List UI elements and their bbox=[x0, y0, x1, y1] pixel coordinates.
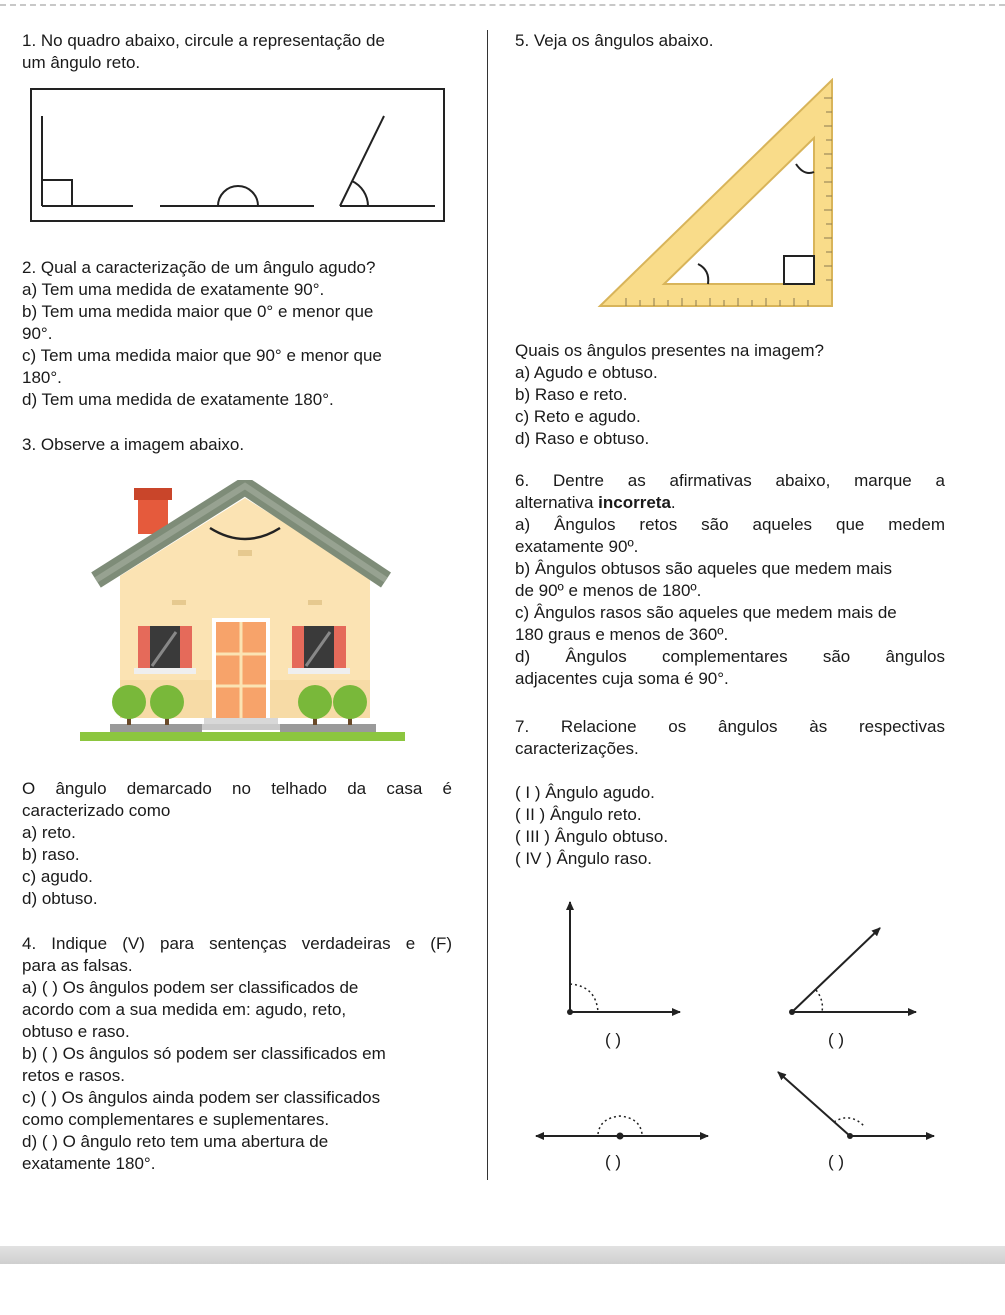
q4-item-a[interactable]: a) ( ) Os ângulos podem ser classificados de bbox=[22, 978, 359, 997]
q3-option-b[interactable]: b) raso. bbox=[22, 845, 80, 864]
q7-answer-blank-4[interactable]: ( ) bbox=[828, 1152, 845, 1171]
q7-figure-straight-angle bbox=[536, 1116, 708, 1140]
column-divider bbox=[487, 30, 488, 1180]
q6-title-line2 bbox=[515, 492, 945, 514]
q4-item-b-cont: retos e rasos. bbox=[22, 1066, 125, 1085]
q3-stem-line1: O ângulo demarcado no telhado da casa é bbox=[22, 779, 452, 798]
q4-item-a-cont2: obtuso e raso. bbox=[22, 1022, 130, 1041]
q6-option-d[interactable]: d) Ângulos complementares são ângulos bbox=[515, 647, 945, 666]
q6-title-bold: incorreta bbox=[598, 493, 671, 512]
q2-option-a[interactable]: a) Tem uma medida de exatamente 90°. bbox=[22, 280, 325, 299]
q3-option-a[interactable]: a) reto. bbox=[22, 823, 76, 842]
q6-option-b[interactable]: b) Ângulos obtusos são aqueles que medem mais bbox=[515, 559, 893, 578]
q5-option-a[interactable]: a) Agudo e obtuso. bbox=[515, 363, 658, 382]
q4-block bbox=[22, 933, 452, 1175]
q7-answer-blank-2[interactable]: ( ) bbox=[828, 1030, 845, 1049]
q1-line1: 1. No quadro abaixo, circule a representação de bbox=[22, 31, 385, 50]
q2-option-c-cont: 180°. bbox=[22, 368, 62, 387]
q5-option-b[interactable]: b) Raso e reto. bbox=[515, 385, 628, 404]
q7-figure-acute-angle bbox=[789, 928, 916, 1015]
q7-legend-iv: ( IV ) Ângulo raso. bbox=[515, 849, 653, 868]
q6-block bbox=[515, 470, 945, 690]
q5-question: Quais os ângulos presentes na imagem? bbox=[515, 341, 825, 360]
q6-title-post: . bbox=[670, 493, 676, 512]
q1-text bbox=[22, 30, 452, 74]
q3-option-c[interactable]: c) agudo. bbox=[22, 867, 93, 886]
q2-option-c[interactable]: c) Tem uma medida maior que 90° e menor que bbox=[22, 346, 382, 365]
q4-item-d-cont: exatamente 180°. bbox=[22, 1154, 156, 1173]
q7-answer-blank-3[interactable]: ( ) bbox=[605, 1152, 622, 1171]
q1-angle-box bbox=[30, 88, 446, 224]
q4-title-line2: para as falsas. bbox=[22, 956, 133, 975]
q4-title-line1: 4. Indique (V) para sentenças verdadeiras e (F) bbox=[22, 934, 452, 953]
q7-figure-obtuse-angle bbox=[778, 1072, 934, 1139]
q1-line2: um ângulo reto. bbox=[22, 53, 141, 72]
q4-item-a-cont: acordo com a sua medida em: agudo, reto, bbox=[22, 1000, 347, 1019]
q7-legend-ii: ( II ) Ângulo reto. bbox=[515, 805, 642, 824]
q5-title: 5. Veja os ângulos abaixo. bbox=[515, 31, 714, 50]
q6-option-c[interactable]: c) Ângulos rasos são aqueles que medem mais de bbox=[515, 603, 897, 622]
q6-option-c-cont: 180 graus e menos de 360º. bbox=[515, 625, 729, 644]
q2-title: 2. Qual a caracterização de um ângulo agudo? bbox=[22, 258, 376, 277]
q6-option-d-cont: adjacentes cuja soma é 90°. bbox=[515, 669, 729, 688]
q5-option-c[interactable]: c) Reto e agudo. bbox=[515, 407, 641, 426]
q7-angle-figures bbox=[520, 890, 960, 1180]
house-illustration bbox=[80, 480, 405, 752]
q7-title-line2: caracterizações. bbox=[515, 739, 639, 758]
q6-option-b-cont: de 90º e menos de 180º. bbox=[515, 581, 702, 600]
q3-option-d[interactable]: d) obtuso. bbox=[22, 889, 98, 908]
q3-title: 3. Observe a imagem abaixo. bbox=[22, 435, 245, 454]
q7-legend bbox=[515, 782, 945, 870]
q6-title-pre: alternativa bbox=[515, 493, 599, 512]
q7-figure-right-angle bbox=[567, 902, 680, 1015]
q7-title-line1: 7. Relacione os ângulos às respectivas bbox=[515, 717, 945, 736]
q3-block bbox=[22, 778, 452, 910]
bottom-gray-band bbox=[0, 1246, 1005, 1264]
q4-item-d[interactable]: d) ( ) O ângulo reto tem uma abertura de bbox=[22, 1132, 329, 1151]
set-square-illustration bbox=[596, 78, 842, 312]
top-dashed-rule bbox=[0, 4, 1005, 6]
q5-block bbox=[515, 340, 945, 450]
q5-option-d[interactable]: d) Raso e obtuso. bbox=[515, 429, 650, 448]
q2-option-b[interactable]: b) Tem uma medida maior que 0° e menor que bbox=[22, 302, 374, 321]
q6-option-a-cont: exatamente 90º. bbox=[515, 537, 639, 556]
q7-legend-iii: ( III ) Ângulo obtuso. bbox=[515, 827, 669, 846]
q3-stem-line2: caracterizado como bbox=[22, 801, 171, 820]
q7-block bbox=[515, 716, 945, 760]
q6-title-line1: 6. Dentre as afirmativas abaixo, marque a bbox=[515, 471, 945, 490]
q4-item-c[interactable]: c) ( ) Os ângulos ainda podem ser classificados bbox=[22, 1088, 381, 1107]
q7-answer-blank-1[interactable]: ( ) bbox=[605, 1030, 622, 1049]
q2-option-d[interactable]: d) Tem uma medida de exatamente 180°. bbox=[22, 390, 334, 409]
q7-legend-i: ( I ) Ângulo agudo. bbox=[515, 783, 655, 802]
q4-item-b[interactable]: b) ( ) Os ângulos só podem ser classificados em bbox=[22, 1044, 386, 1063]
q6-option-a[interactable]: a) Ângulos retos são aqueles que medem bbox=[515, 515, 945, 534]
q2-option-b-cont: 90°. bbox=[22, 324, 53, 343]
q4-item-c-cont: como complementares e suplementares. bbox=[22, 1110, 330, 1129]
q2-block bbox=[22, 257, 452, 411]
